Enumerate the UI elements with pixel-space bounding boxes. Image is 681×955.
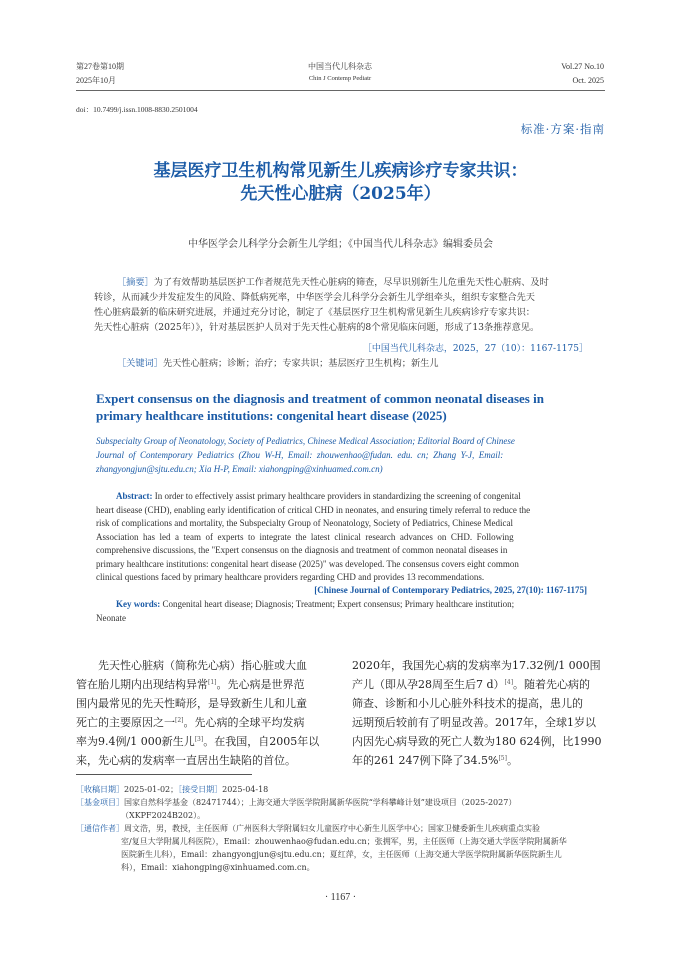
body-left-line5 [76, 732, 338, 751]
page-number: · 1167 · [324, 892, 357, 903]
footnotes [76, 783, 616, 874]
title-en-line2: primary healthcare institutions: congenital heart disease (2025) [96, 408, 447, 423]
accepted-date: 2025-04-18 [222, 785, 269, 794]
title-en [96, 390, 596, 424]
authors-en-line3: zhangyongjun@sjtu.edu.cn; Xia H-P, Email: xiahongping@xinhuamed.com.cn) [96, 464, 383, 474]
abstract-en-line3: risk of complications and mortality, the Subspecialty Group of Neonatology, Society of Pediatrics, Chinese Medical [96, 518, 513, 528]
body-left-line1: 先天性心脏病（简称先心病）指心脏或大血 [98, 659, 307, 672]
abstract-cn-line2: 转诊，从而减少并发症发生的风险、降低病死率，中华医学会儿科学分会新生儿学组牵头，组织专家整合先天 [94, 292, 535, 303]
corr-text3: 医院新生儿科），Email：zhangyongjun@sjtu.edu.cn；夏红萍，女，主任医师（上海交通大学医学院附属新华医院新生儿 [121, 850, 562, 859]
title-en-line1: Expert consensus on the diagnosis and treatment of common neonatal diseases in [96, 391, 544, 406]
abstract-en-line4: Association has led a team of experts to integrate the latest clinical research advances on CHD. Following [96, 531, 514, 542]
header-month: Oct. 2025 [572, 76, 604, 85]
body-left-line2-text: 管在胎儿期内出现结构异常 [76, 678, 208, 691]
body-right-line6 [352, 751, 614, 770]
title-cn-line1: 基层医疗卫生机构常见新生儿疾病诊疗专家共识： [153, 161, 528, 181]
body-left-line3: 围内最常见的先天性畸形，是导致新生儿和儿童 [76, 697, 307, 710]
abstract-en-label: Abstract: [116, 491, 153, 501]
title-cn-line2: 先天性心脏病（2025年） [240, 184, 441, 204]
keywords-cn-text: 先天性心脏病；诊断；治疗；专家共识；基层医疗卫生机构；新生儿 [162, 358, 439, 369]
abstract-en-line5: comprehensive discussions, the "Expert consensus on the diagnosis and treatment of common neonatal diseases in [96, 545, 508, 555]
abstract-en-line1 [96, 490, 588, 504]
abstract-cn-label: ［摘要］ [117, 277, 154, 288]
header-journal-en: Chin J Contemp Pediatr [308, 75, 372, 82]
body-right-line2-cont: 。随着先心病的 [513, 678, 591, 691]
body-right-line2 [352, 675, 614, 694]
ref-2: [2] [175, 717, 184, 724]
abstract-cn-citation: ［中国当代儿科杂志，2025，27（10）：1167-1175］ [362, 344, 588, 354]
fund-text1: 国家自然科学基金（82471744）；上海交通大学医学院附属新华医院“学科攀峰计划”建设项目（2025-2027） [124, 798, 517, 807]
body-left-line4 [76, 713, 338, 732]
corr-text1: 周文浩，男，教授，主任医师（广州医科大学附属妇女儿童医疗中心新生儿医学中心；国家卫健委新生儿疾病重点实验 [124, 824, 540, 833]
ref-5: [5] [498, 755, 507, 762]
abstract-en-citation: [Chinese Journal of Contemporary Pediatrics, 2025, 27(10): 1167-1175] [314, 585, 587, 595]
body-left-line5-cont: 。在我国，自2005年以 [203, 735, 320, 748]
authors-en [96, 434, 596, 476]
abstract-en-text1: In order to effectively assist primary healthcare providers in standardizing the screening of congenital [154, 491, 521, 501]
header-rule [76, 90, 605, 91]
keywords-en-label: Key words: [116, 599, 161, 609]
corr-text4: 科），Email：xiahongping@xinhuamed.com.cn。 [121, 863, 315, 872]
keywords-cn [117, 356, 597, 371]
body-left-line2-cont: 。先心病是世界范 [216, 678, 305, 691]
received-label: ［收稿日期］ [76, 785, 124, 794]
body-left-line2 [76, 675, 338, 694]
abstract-en-line2: heart disease (CHD), enabling early identification of critical CHD in neonates, and ensuring timely referral to reduce the [96, 504, 531, 515]
body-right-line6-text: 年的261 247例下降了34.5% [352, 754, 499, 767]
body-left-line6: 来，先心病的发病率一直居出生缺陷的首位。 [76, 754, 296, 767]
keywords-cn-label: ［关键词］ [117, 358, 163, 369]
abstract-cn-line3: 性心脏病最新的临床研究进展，并通过充分讨论，制定了《基层医疗卫生机构常见新生儿疾病诊疗专家共识： [94, 307, 535, 318]
body-left-column [76, 656, 338, 770]
keywords-en-line1 [96, 598, 588, 612]
fund-text2: （XKPF2024B202）。 [121, 811, 206, 820]
body-left-line4-cont: 。先心病的全球平均发病 [183, 716, 305, 729]
body-right-line6-cont: 。 [506, 754, 518, 767]
body-right-line1: 2020年，我国先心病的发病率为17.32例/1 000围 [352, 659, 601, 672]
abstract-en-line7: clinical questions faced by primary healthcare providers regarding CHD and provides 13 recommendations. [96, 572, 485, 582]
received-date: 2025-01-02； [124, 785, 179, 794]
authors-en-line1: Subspecialty Group of Neonatology, Society of Pediatrics, Chinese Medical Association; Editorial Board of Chinese [96, 436, 515, 446]
abstract-en [96, 490, 588, 585]
footnote-dates [76, 783, 616, 796]
keywords-en [96, 598, 588, 625]
corr-text2: 室/复旦大学附属儿科医院），Email：zhouwenhao@fudan.edu.cn；张拥军，男，主任医师（上海交通大学医学院附属新华 [121, 837, 567, 846]
body-right-line3: 筛查、诊断和小儿心脏外科技术的提高，患儿的 [352, 697, 583, 710]
footnote-rule [76, 774, 252, 775]
header-date: 2025年10月 [76, 76, 116, 85]
section-label: 标准·方案·指南 [520, 122, 605, 136]
abstract-cn-line4: 先天性心脏病（2025年）》，针对基层医护人员对于先天性心脏病的8个常见临床问题，形成了13条推荐意见。 [94, 322, 540, 333]
header-issue: 第27卷第10期 [76, 62, 124, 71]
corr-label: ［通信作者］ [76, 824, 124, 833]
footnote-fund [76, 796, 616, 809]
keywords-en-text1: Congenital heart disease; Diagnosis; Treatment; Expert consensus; Primary healthcare institution; [162, 599, 515, 609]
header-journal-cn: 中国当代儿科杂志 [308, 62, 372, 71]
doi: doi：10.7499/j.issn.1008-8830.2501004 [76, 105, 198, 114]
abstract-cn [94, 275, 597, 335]
footnote-corr [76, 822, 616, 835]
authors-cn: 中华医学会儿科学分会新生儿学组；《中国当代儿科杂志》编辑委员会 [188, 239, 493, 250]
abstract-en-line6: primary healthcare institutions: congenital heart disease (2025)" was developed. The consensus covers eight common [96, 558, 519, 569]
fund-label: ［基金项目］ [76, 798, 124, 807]
ref-1: [1] [208, 679, 217, 686]
body-right-line5: 内因先心病导致的死亡人数为180 624例，比1990 [352, 735, 602, 748]
authors-en-line2: Journal of Contemporary Pediatrics (Zhou W-H, Email: zhouwenhao@fudan. edu. cn; Zhang Y-J, Email: [96, 450, 504, 460]
body-left-line5-text: 率为9.4例/1 000新生儿 [76, 735, 195, 748]
abstract-cn-line1 [117, 275, 597, 290]
body-right-line4: 远期预后较前有了明显改善。2017年，全球1岁以 [352, 716, 596, 729]
header-volume: Vol.27 No.10 [561, 62, 604, 71]
body-right-line2-text: 产儿（即从孕28周至生后7 d） [352, 678, 505, 691]
body-left-line4-text: 死亡的主要原因之一 [76, 716, 175, 729]
keywords-en-line2: Neonate [96, 612, 126, 623]
body-right-column [352, 656, 614, 770]
accepted-label: ［接受日期］ [178, 785, 223, 794]
abstract-cn-text1: 为了有效帮助基层医护工作者规范先天性心脏病的筛查，尽早识别新生儿危重先天性心脏病、及时 [153, 277, 549, 288]
ref-3: [3] [194, 736, 204, 743]
ref-4: [4] [504, 679, 514, 686]
